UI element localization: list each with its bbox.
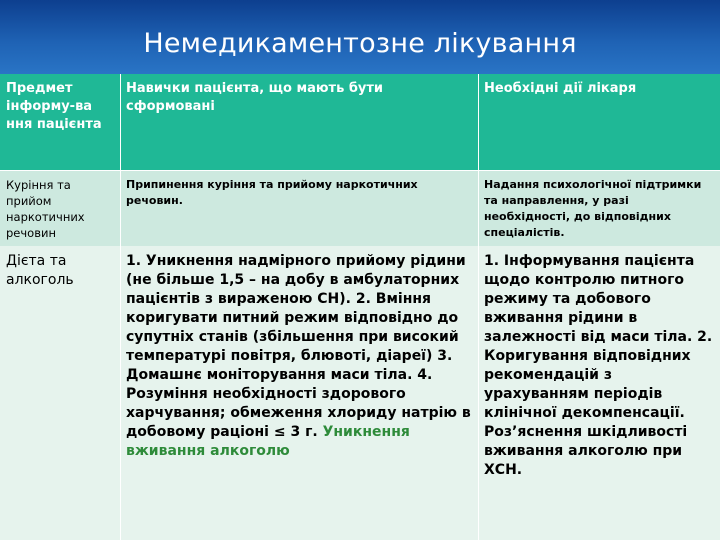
header-actions: Необхідні дії лікаря bbox=[484, 81, 637, 96]
header-subject: Предмет інформу-ва ння пацієнта bbox=[6, 81, 102, 132]
skills-diet-text: 1. Уникнення надмірного прийому рідини (не більше 1,5 – на добу в амбулаторних пацієнтів з вираженою СН). 2. Вміння коригувати питний режим відповідно до супутніх станів (збільшення при високий температурі повітря, блювоті, діареї) 3. Домашнє моніторування маси тіла. 4. Розуміння необхідності здорового харчування; обмеження хлориду натрію в добовому раціоні ≤ 3 г. bbox=[126, 253, 471, 440]
cell-subject-smoking: Куріння та прийом наркотичних речовин bbox=[6, 178, 85, 240]
cell-skills-smoking: Припинення куріння та прийому наркотичних речовин. bbox=[126, 178, 418, 207]
cell-actions-diet: 1. Інформування пацієнта щодо контролю питного режиму та добового вживання рідини в залежності від маси тіла. 2. Коригування відповідних рекомендацій з урахуванням періодів клінічної декомпенсації. Роз’яснення шкідливості вживання алкоголю при ХСН. bbox=[484, 253, 713, 478]
cell-subject-diet: Дієта та алкоголь bbox=[6, 253, 74, 288]
table-row-smoking bbox=[0, 170, 720, 248]
table-row-diet bbox=[0, 246, 720, 540]
cell-actions-smoking: Надання психологічної підтримки та направлення, у разі необхідності, до відповідних спеціалістів. bbox=[484, 178, 702, 239]
header-skills: Навички пацієнта, що мають бути сформовані bbox=[126, 81, 384, 114]
table-header-row bbox=[0, 74, 720, 170]
column-divider bbox=[478, 74, 479, 540]
cell-skills-diet bbox=[120, 246, 478, 540]
column-divider bbox=[120, 74, 121, 540]
skills-diet-highlight: Уникнення вживання алкоголю bbox=[126, 424, 410, 459]
slide-title: Немедикаментозне лікування bbox=[143, 28, 577, 59]
